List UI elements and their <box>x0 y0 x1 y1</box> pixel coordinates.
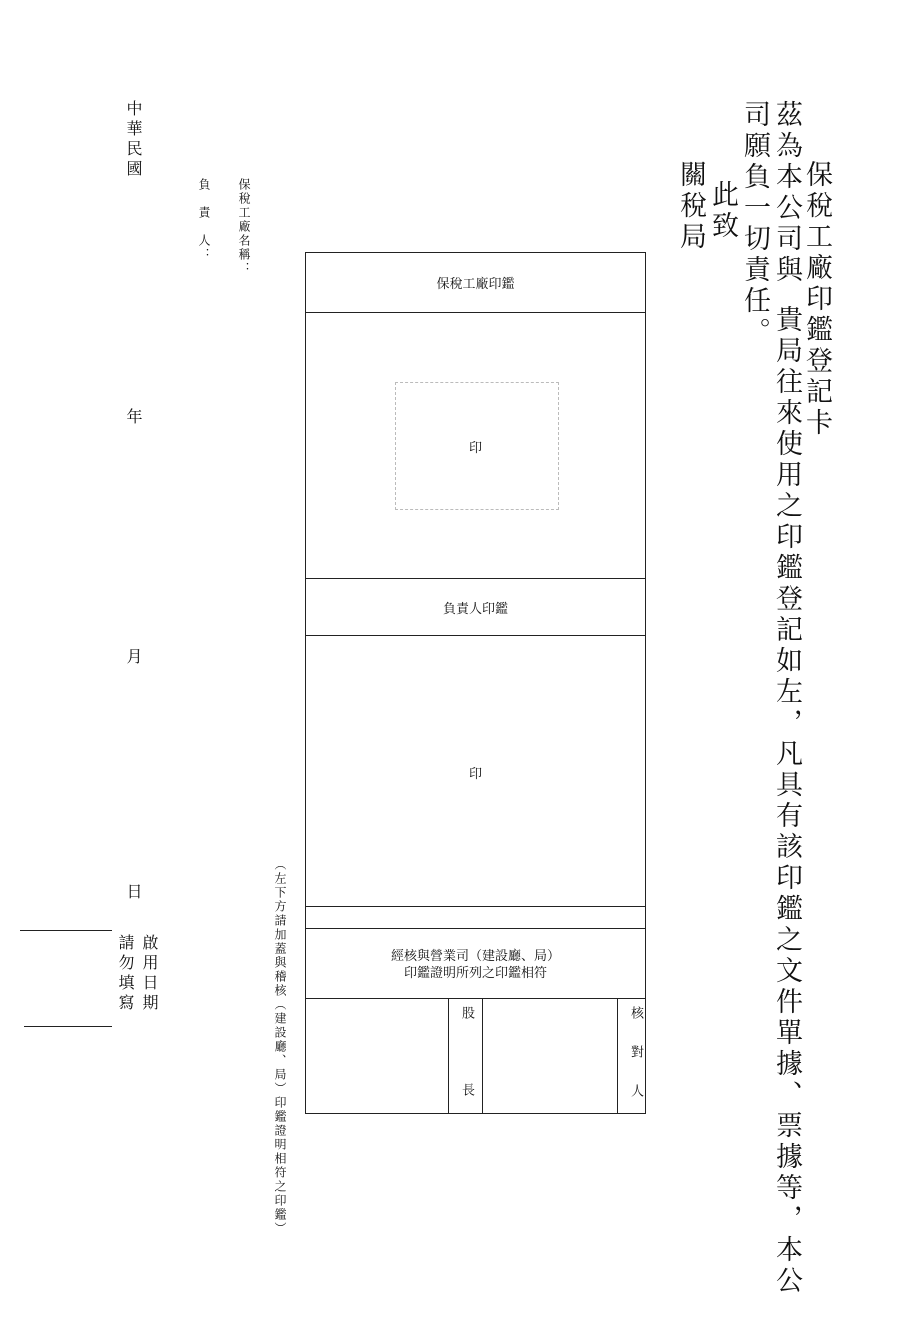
card-col-rule-2 <box>482 998 483 1114</box>
section-chief-label: 股長 <box>459 1006 474 1160</box>
card-rule-5 <box>305 928 646 929</box>
date-year: 年 <box>124 408 143 428</box>
card-title: 保稅工廠印鑑登記卡 <box>801 160 832 439</box>
letter-line-1: 茲為本公司與 <box>771 100 802 286</box>
date-prefix: 中華民國 <box>124 100 143 180</box>
person-seal-mark: 印 <box>468 767 482 782</box>
letter-line-2: 司願負一切責任。 <box>739 100 770 348</box>
date-month: 月 <box>124 648 143 668</box>
start-date-bottom-rule <box>24 1026 112 1027</box>
date-day: 日 <box>124 883 143 903</box>
card-rule-6 <box>305 998 646 999</box>
start-date-top-rule <box>20 930 112 931</box>
person-seal-header: 負責人印鑑 <box>442 602 508 617</box>
card-rule-3 <box>305 635 646 636</box>
card-col-rule-3 <box>617 998 618 1114</box>
responsible-person-label: 負 責 人： <box>197 178 211 262</box>
checker-label: 核對人 <box>628 1006 643 1123</box>
card-rule-1 <box>305 312 646 313</box>
factory-seal-mark: 印 <box>468 441 482 456</box>
verification-line-1: 經核與營業司（建設廳、局） <box>390 949 560 964</box>
side-note: （左下方請加蓋與稽核（建設廳、局）印鑑證明相符之印鑑） <box>273 858 287 1236</box>
verification-line-2: 印鑑證明所列之印鑑相符 <box>403 966 547 981</box>
letter-line-4: 關稅局 <box>675 160 706 253</box>
card-col-rule-1 <box>448 998 449 1114</box>
card-rule-4 <box>305 906 646 907</box>
card-rule-2 <box>305 578 646 579</box>
letter-line-3: 此致 <box>707 180 738 242</box>
factory-name-label: 保稅工廠名稱： <box>237 178 251 276</box>
letter-line-1b: 貴局往來使用之印鑑登記如左，凡具有該印鑑之文件單據、票據等，本公 <box>771 305 802 1297</box>
start-date-note: 請勿填寫 <box>116 934 135 1014</box>
start-date-title: 啟用日期 <box>140 934 159 1014</box>
factory-seal-header: 保稅工廠印鑑 <box>436 277 515 292</box>
